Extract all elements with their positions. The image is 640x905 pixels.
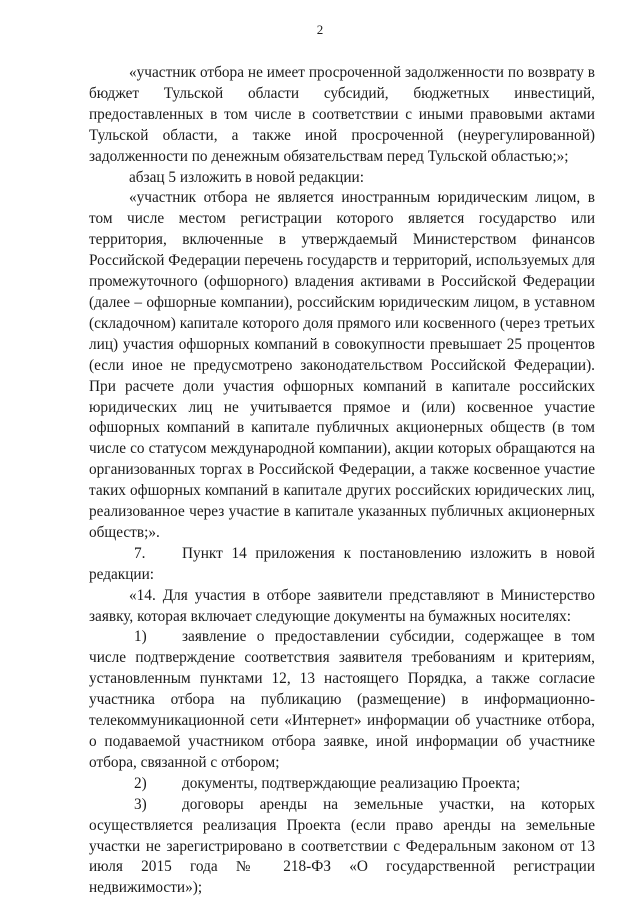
list-item-1 xyxy=(89,627,595,773)
paragraph-point-14: «14. Для участия в отборе заявители представляют в Министерство заявку, которая включает следующие документы на бумажных носителях: xyxy=(89,586,595,625)
document-body xyxy=(89,63,595,899)
item-text: договоры аренды на земельные участки, на которых осуществляется реализация Проекта (если право аренды на земельные участки не зарегистрировано в соответствии с Федеральным законом от 13 июля 2015 года № 218-ФЗ «О государственной регистрации недвижимости»); xyxy=(89,795,595,897)
paragraph-item-7 xyxy=(89,544,595,586)
page-number: 2 xyxy=(316,22,324,37)
item-number: 1) xyxy=(134,628,147,646)
item-text: документы, подтверждающие реализацию Проекта; xyxy=(182,774,521,792)
item-number: 7. xyxy=(134,544,146,562)
item-number: 2) xyxy=(134,774,147,792)
item-text: Пункт 14 приложения к постановлению изложить в новой редакции: xyxy=(89,544,595,583)
item-number: 3) xyxy=(134,795,147,813)
item-text: заявление о предоставлении субсидии, содержащее в том числе подтверждение соответствия заявителя требованиям и критериям, установленным пунктами 12, 13 настоящего Порядка, а также согласие участника отбора на публикацию (размещение) в информационно-телекоммуникационной сети «Интернет» информации об участнике отбора, о подаваемой участником отбора заявке, иной информации об участнике отбора, связанной с отбором; xyxy=(89,628,595,771)
list-item-2 xyxy=(89,774,595,795)
list-item-3 xyxy=(89,795,595,900)
paragraph-offshore-condition: «участник отбора не является иностранным юридическим лицом, в том числе местом регистрации которого является государство или территория, включенные в утверждаемый Министерством финансов Российской Федерации перечень государств и территорий, используемых для промежуточного (офшорного) владения активами в Российской Федерации (далее – офшорные компании), российским юридическим лицом, в уставном (складочном) капитале которого доля прямого или косвенного (через третьих лиц) участия офшорных компаний в совокупности превышает 25 процентов (если иное не предусмотрено законодательством Российской Федерации). При расчете доли участия офшорных компаний в капитале российских юридических лиц не учитывается прямое и (или) косвенное участие офшорных компаний в капитале публичных акционерных обществ (в том числе со статусом международной компании), акции которых обращаются на организованных торгах в Российской Федерации, а также косвенное участие таких офшорных компаний в капитале других российских юридических лиц, реализованное через участие в капитале указанных публичных акционерных обществ;». xyxy=(89,189,595,541)
paragraph-abzac-5: абзац 5 изложить в новой редакции: xyxy=(129,168,364,186)
paragraph-debt-condition: «участник отбора не имеет просроченной задолженности по возврату в бюджет Тульской области субсидий, бюджетных инвестиций, предоставленных в том числе в соответствии с иными правовыми актами Тульской области, а также иной просроченной (неурегулированной) задолженности по денежным обязательствам перед Тульской областью;»; xyxy=(89,64,595,165)
